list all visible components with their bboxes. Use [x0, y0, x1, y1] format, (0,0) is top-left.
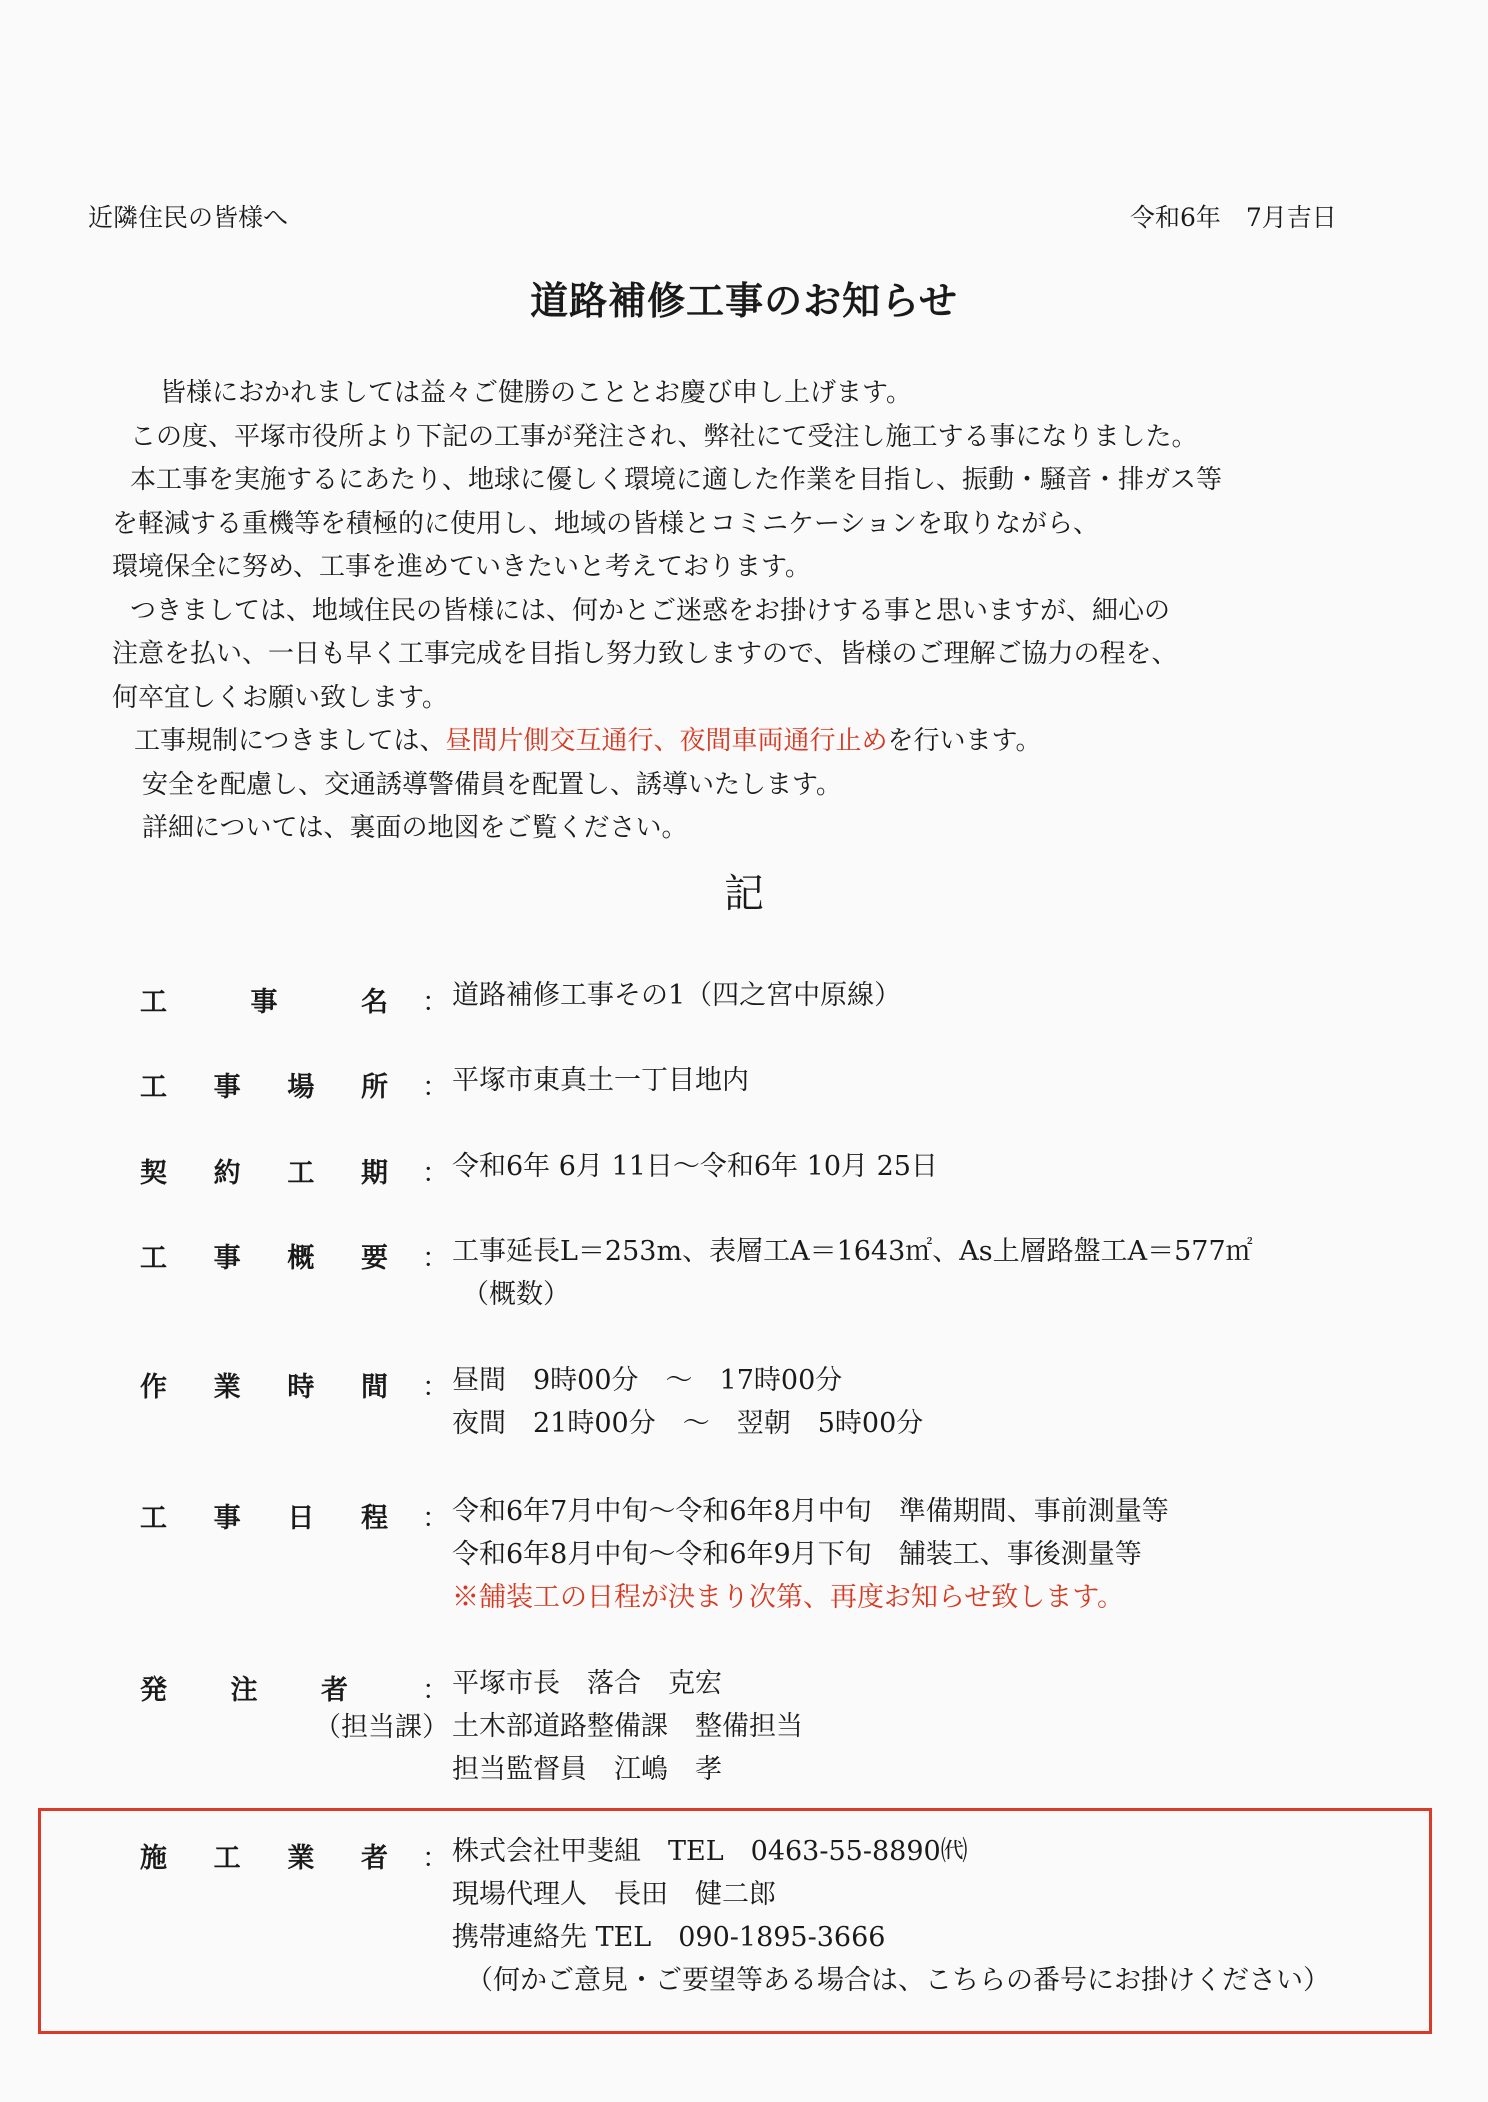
colon: ：: [422, 1503, 449, 1534]
regulation-text-end: を行います。: [887, 726, 1042, 756]
mobile-contact: 携帯連絡先 TEL 090-1895-3666: [452, 1922, 886, 1953]
intro-line: 本工事を実施するにあたり、地球に優しく環境に適した作業を目指し、振動・騒音・排ガス等: [130, 465, 1223, 495]
daytime-hours: 昼間 9時00分 ～ 17時00分: [452, 1365, 843, 1396]
contact-note: （何かご意見・ご要望等ある場合は、こちらの番号にお掛けください）: [466, 1965, 1330, 1996]
label-char: 約: [213, 1158, 241, 1189]
label-char: 工: [287, 1158, 315, 1189]
label-char: 者: [321, 1675, 348, 1706]
client-supervisor: 担当監督員 江嶋 孝: [452, 1754, 722, 1785]
detail-value: [452, 1230, 1253, 1316]
contractor-company: 株式会社甲斐組 TEL 0463-55-8890㈹: [452, 1836, 968, 1867]
label-char: 者: [360, 1843, 388, 1874]
intro-line: 詳細については、裏面の地図をご覧ください。: [142, 813, 688, 843]
intro-paragraph: [112, 372, 1362, 851]
detail-label: [140, 1236, 388, 1275]
label-char: 工: [140, 987, 167, 1018]
label-char: 要: [360, 1243, 388, 1274]
client-department: 土木部道路整備課 整備担当: [452, 1711, 803, 1742]
label-char: 間: [360, 1372, 388, 1403]
night-road-closure: 夜間車両通行止め: [679, 726, 888, 756]
detail-label: [140, 1365, 388, 1404]
client-sub-label: （担当課）: [314, 1712, 449, 1743]
colon: ：: [422, 1072, 449, 1103]
issue-date: 令和6年 7月吉日: [1130, 203, 1337, 232]
colon: ：: [422, 987, 449, 1018]
traffic-regulation-line: [112, 720, 1362, 764]
colon: ：: [422, 1843, 449, 1874]
detail-value: [452, 1359, 923, 1445]
regulation-separator: 、: [653, 726, 680, 756]
regulation-text: 工事規制につきましては、: [134, 726, 446, 756]
label-char: 施: [140, 1843, 167, 1874]
detail-value: [452, 1490, 1169, 1619]
schedule-line: 令和6年8月中旬～令和6年9月下旬 舗装工、事後測量等: [452, 1539, 1142, 1570]
label-char: 工: [140, 1503, 167, 1534]
detail-label: [140, 1496, 388, 1535]
intro-line: を軽減する重機等を積極的に使用し、地域の皆様とコミニケーションを取りながら、: [112, 508, 1099, 539]
label-char: 名: [361, 987, 388, 1018]
detail-label: [140, 980, 388, 1019]
nighttime-hours: 夜間 21時00分 ～ 翌朝 5時00分: [452, 1408, 924, 1439]
detail-value: 令和6年 6月 11日～令和6年 10月 25日: [452, 1151, 938, 1182]
detail-label: [140, 1065, 388, 1104]
client-name: 平塚市長 落合 克宏: [452, 1668, 722, 1699]
daytime-alternate-traffic: 昼間片側交互通行: [445, 726, 654, 756]
intro-line: 安全を配慮し、交通誘導警備員を配置し、誘導いたします。: [142, 769, 842, 800]
detail-label: [140, 1668, 348, 1707]
label-char: 事: [213, 1072, 241, 1103]
label-char: 契: [140, 1158, 167, 1189]
detail-label: [140, 1151, 388, 1190]
overview-approx: （概数）: [462, 1279, 570, 1310]
label-char: 事: [213, 1503, 241, 1534]
detail-value: 道路補修工事その1（四之宮中原線）: [452, 980, 902, 1011]
label-char: 発: [140, 1675, 167, 1706]
intro-line: 何卒宜しくお願い致します。: [112, 682, 448, 713]
label-char: 工: [140, 1243, 167, 1274]
label-char: 時: [287, 1372, 315, 1403]
label-char: 日: [287, 1503, 315, 1534]
ki-heading: 記: [724, 871, 764, 917]
label-char: 作: [140, 1372, 167, 1403]
intro-line: 環境保全に努め、工事を進めていきたいと考えております。: [112, 552, 811, 582]
schedule-note: ※舗装工の日程が決まり次第、再度お知らせ致します。: [452, 1582, 1125, 1613]
detail-value: [452, 1662, 803, 1791]
label-char: 業: [213, 1372, 241, 1403]
intro-line: この度、平塚市役所より下記の工事が発注され、弊社にて受注し施工する事になりました。: [130, 421, 1198, 452]
label-char: 所: [360, 1072, 388, 1103]
colon: ：: [422, 1675, 449, 1706]
label-char: 注: [230, 1675, 258, 1706]
label-char: 工: [213, 1843, 241, 1874]
label-char: 期: [360, 1158, 388, 1189]
schedule-line: 令和6年7月中旬～令和6年8月中旬 準備期間、事前測量等: [452, 1496, 1169, 1527]
label-char: 工: [140, 1072, 167, 1103]
page-title: 道路補修工事のお知らせ: [530, 279, 958, 323]
label-char: 業: [287, 1843, 315, 1874]
intro-line: つきましては、地域住民の皆様には、何かとご迷惑をお掛けする事と思いますが、細心の: [130, 595, 1171, 626]
colon: ：: [422, 1372, 449, 1403]
colon: ：: [422, 1158, 449, 1189]
overview-line: 工事延長L＝253m、表層工A＝1643㎡、As上層路盤工A＝577㎡: [452, 1236, 1253, 1267]
detail-value: 平塚市東真土一丁目地内: [452, 1065, 749, 1096]
contractor-highlight-box: [38, 1808, 1432, 2034]
label-char: 事: [250, 987, 278, 1018]
label-char: 概: [287, 1243, 315, 1274]
colon: ：: [422, 1243, 449, 1274]
label-char: 事: [213, 1243, 241, 1274]
site-agent: 現場代理人 長田 健二郎: [452, 1879, 776, 1910]
label-char: 程: [360, 1503, 388, 1534]
addressee: 近隣住民の皆様へ: [88, 203, 289, 232]
intro-line: 注意を払い、一日も早く工事完成を目指し努力致しますので、皆様のご理解ご協力の程を、: [112, 639, 1178, 669]
label-char: 場: [287, 1072, 315, 1103]
intro-line: 皆様におかれましては益々ご健勝のこととお慶び申し上げます。: [160, 378, 912, 408]
